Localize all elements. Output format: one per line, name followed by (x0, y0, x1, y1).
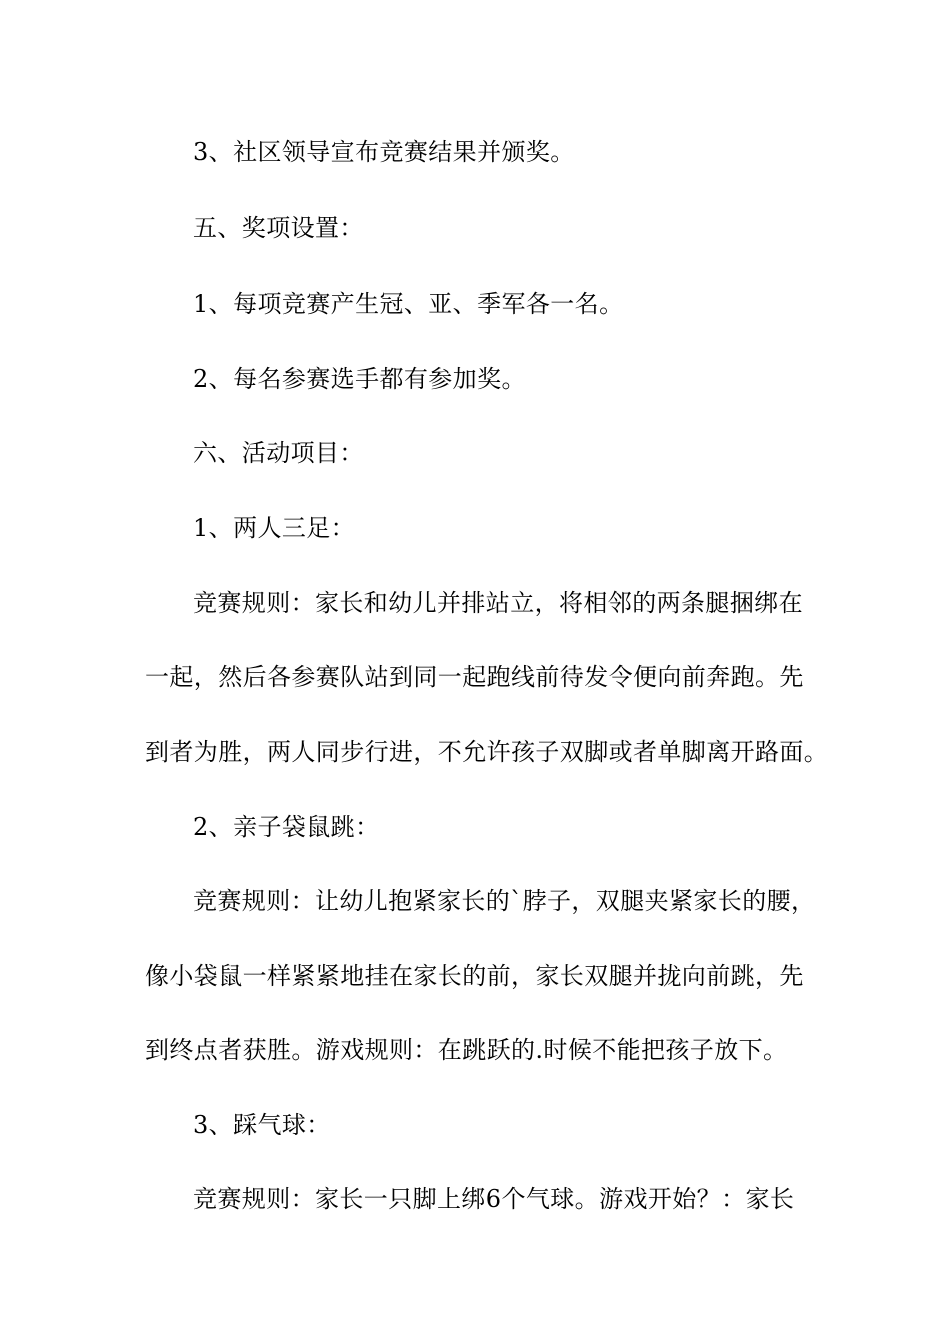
paragraph-line: 竞赛规则：家长和幼儿并排站立，将相邻的两条腿捆绑在 (193, 589, 803, 617)
item-heading-kangaroo-jump: 2、亲子袋鼠跳： (193, 813, 380, 841)
paragraph-line: 竞赛规则：让幼儿抱紧家长的`脖子，双腿夹紧家长的腰， (193, 887, 816, 915)
paragraph-line: 3、社区领导宣布竞赛结果并颁奖。 (193, 138, 575, 166)
item-heading-three-legged: 1、两人三足： (193, 514, 356, 542)
paragraph-line: 到终点者获胜。游戏规则：在跳跃的.时候不能把孩子放下。 (145, 1036, 788, 1064)
section-heading-awards: 五、奖项设置： (193, 214, 364, 242)
section-heading-activities: 六、活动项目： (193, 439, 364, 467)
paragraph-line: 一起，然后各参赛队站到同一起跑线前待发令便向前奔跑。先 (145, 663, 804, 691)
paragraph-line: 1、每项竞赛产生冠、亚、季军各一名。 (193, 290, 624, 318)
paragraph-line: 竞赛规则：家长一只脚上绑6个气球。游戏开始？：家长 (193, 1185, 795, 1213)
paragraph-line: 2、每名参赛选手都有参加奖。 (193, 365, 526, 393)
item-heading-balloon-stomp: 3、踩气球： (193, 1111, 331, 1139)
paragraph-line: 像小袋鼠一样紧紧地挂在家长的前，家长双腿并拢向前跳，先 (145, 962, 804, 990)
paragraph-line: 到者为胜，两人同步行进，不允许孩子双脚或者单脚离开路面。 (145, 738, 829, 766)
